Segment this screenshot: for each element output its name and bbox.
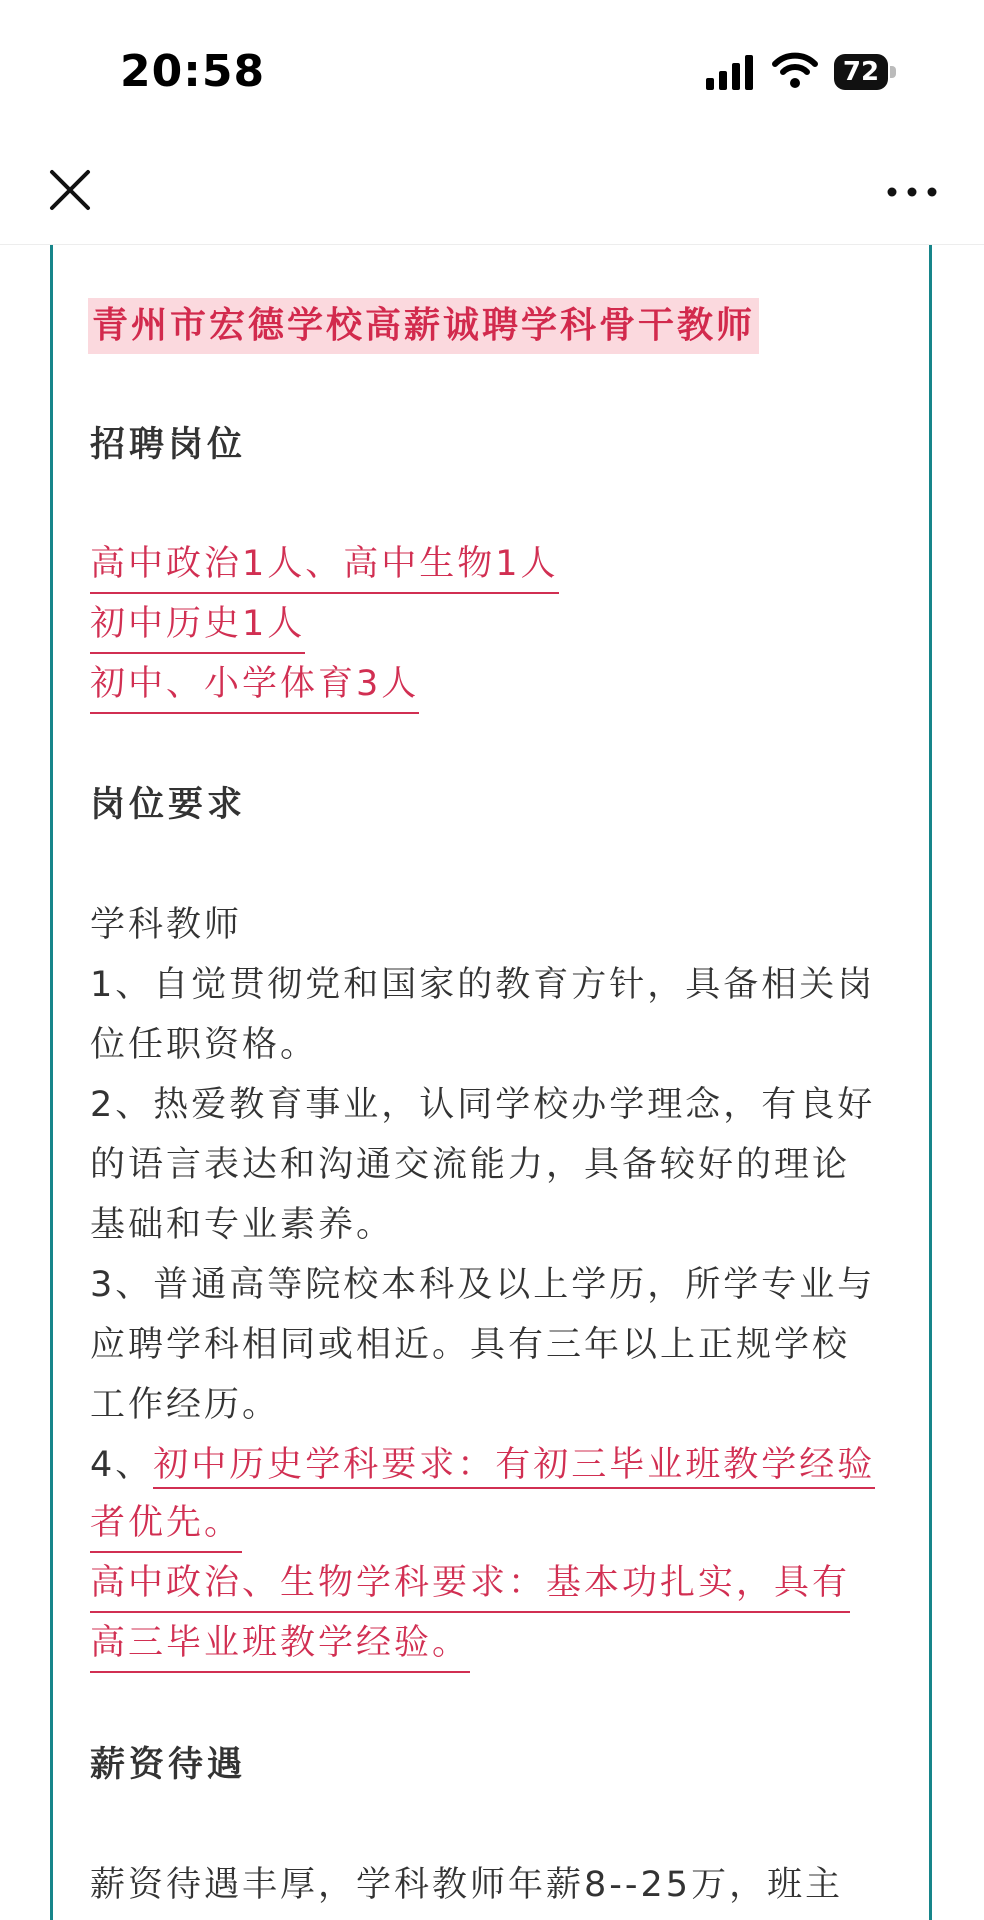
section-heading-positions: 招聘岗位 bbox=[90, 425, 247, 465]
requirement-line: 位任职资格。 bbox=[90, 1025, 319, 1065]
requirement-line: 基础和专业素养。 bbox=[90, 1205, 395, 1245]
section-heading-requirements: 岗位要求 bbox=[90, 785, 247, 825]
salary-text: 薪资待遇丰厚，学科教师年薪8--25万，班主 bbox=[90, 1865, 844, 1905]
item5-red-text: 高中政治、生物学科要求：基本功扎实，具有 bbox=[90, 1557, 850, 1613]
requirements-subheading: 学科教师 bbox=[90, 905, 243, 945]
battery-level: 72 bbox=[834, 54, 888, 90]
status-time: 20:58 bbox=[120, 46, 266, 97]
requirement-line: 工作经历。 bbox=[90, 1385, 281, 1425]
more-icon[interactable] bbox=[882, 172, 942, 212]
item4-red-text: 初中历史学科要求：有初三毕业班教学经验 bbox=[153, 1445, 875, 1489]
requirement-line: 的语言表达和沟通交流能力，具备较好的理论 bbox=[90, 1145, 851, 1185]
signal-icon bbox=[704, 54, 756, 90]
battery-icon bbox=[834, 54, 896, 90]
close-icon[interactable] bbox=[44, 164, 96, 216]
wifi-icon bbox=[772, 50, 818, 90]
requirement-item-4 bbox=[90, 1435, 875, 1495]
item4-prefix: 4、 bbox=[90, 1445, 154, 1485]
requirement-line: 应聘学科相同或相近。具有三年以上正规学校 bbox=[90, 1325, 851, 1365]
requirement-line: 2、热爱教育事业，认同学校办学理念，有良好 bbox=[90, 1085, 876, 1125]
article-title: 青州市宏德学校高薪诚聘学科骨干教师 bbox=[88, 298, 759, 354]
nav-bar bbox=[0, 140, 984, 245]
requirement-line: 1、自觉贯彻党和国家的教育方针，具备相关岗 bbox=[90, 965, 876, 1005]
section-heading-salary: 薪资待遇 bbox=[90, 1745, 247, 1785]
item4-red-text: 者优先。 bbox=[90, 1497, 242, 1553]
requirement-line: 3、普通高等院校本科及以上学历，所学专业与 bbox=[90, 1265, 876, 1305]
item5-red-text: 高三毕业班教学经验。 bbox=[90, 1617, 470, 1673]
position-item: 初中历史1人 bbox=[90, 598, 305, 654]
position-item: 初中、小学体育3人 bbox=[90, 658, 419, 714]
status-bar bbox=[0, 0, 984, 140]
position-item: 高中政治1人、高中生物1人 bbox=[90, 538, 559, 594]
